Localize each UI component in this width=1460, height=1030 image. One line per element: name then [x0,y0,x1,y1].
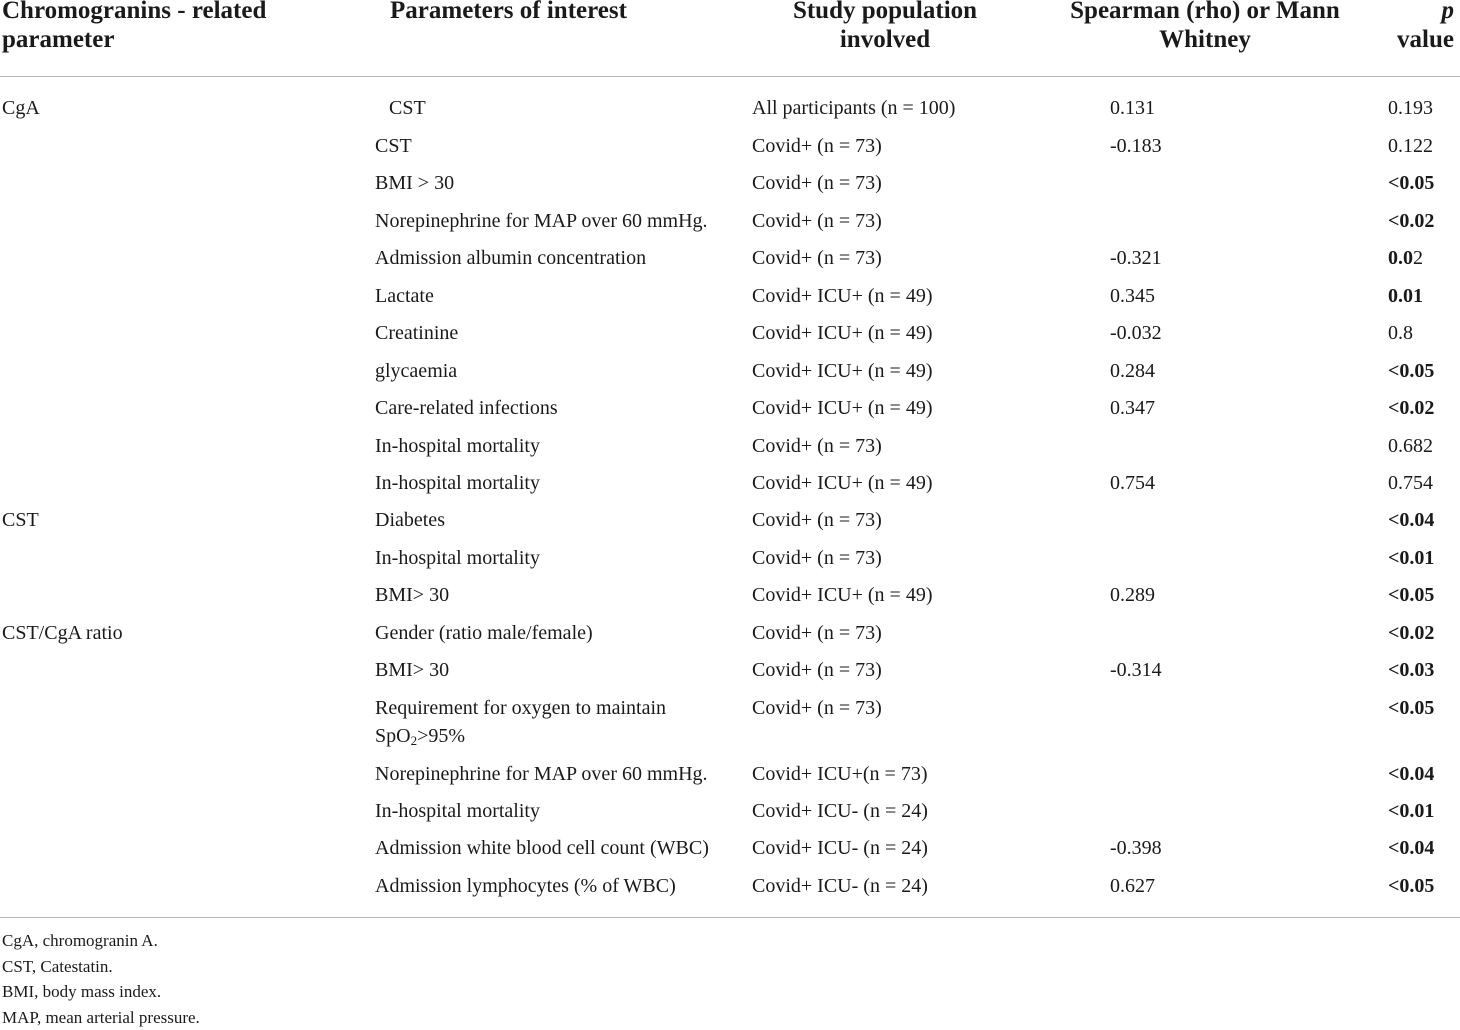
parameter-cell: BMI> 30 [375,656,449,684]
population-cell: All participants (n = 100) [752,94,955,122]
statistic-cell: 0.131 [1110,94,1155,122]
parameter-cell: Norepinephrine for MAP over 60 mmHg. [375,760,708,788]
population-cell: Covid+ (n = 73) [752,656,882,684]
statistic-cell: 0.289 [1110,581,1155,609]
statistic-cell: -0.183 [1110,132,1162,160]
statistic-cell: -0.314 [1110,656,1162,684]
population-cell: Covid+ ICU+ (n = 49) [752,469,933,497]
group-cell: CST [2,506,39,534]
population-cell: Covid+ (n = 73) [752,544,882,572]
p-value-cell: <0.02 [1388,619,1434,647]
parameter-cell: In-hospital mortality [375,797,540,825]
parameter-cell [375,694,666,750]
statistic-cell: 0.347 [1110,394,1155,422]
group-cell: CST/CgA ratio [2,619,123,647]
parameter-cell: Lactate [375,282,434,310]
population-cell: Covid+ ICU- (n = 24) [752,834,928,862]
parameter-cell: CST [375,132,412,160]
p-value-cell: <0.02 [1388,207,1434,235]
p-value-cell: <0.05 [1388,694,1434,722]
header-study-population: Study population involved [760,0,1010,54]
p-value-cell [1388,244,1423,272]
population-cell: Covid+ ICU+(n = 73) [752,760,928,788]
p-value-bold-part: 0.0 [1388,247,1413,269]
table-row [0,694,1460,754]
population-cell: Covid+ ICU+ (n = 49) [752,319,933,347]
population-cell: Covid+ (n = 73) [752,694,882,722]
population-cell: Covid+ ICU+ (n = 49) [752,357,933,385]
p-value-rest-part: 2 [1413,247,1423,269]
p-value-cell: <0.04 [1388,834,1434,862]
p-value-cell: 0.193 [1388,94,1433,122]
statistic-cell: 0.284 [1110,357,1155,385]
parameter-cell: glycaemia [375,357,457,385]
parameter-cell: Creatinine [375,319,458,347]
p-value-cell: <0.05 [1388,169,1434,197]
p-value-cell: <0.04 [1388,506,1434,534]
p-value-cell: <0.05 [1388,581,1434,609]
header-spearman-mann-whitney: Spearman (rho) or Mann Whitney [1040,0,1370,54]
p-value-cell: <0.05 [1388,357,1434,385]
parameter-cell: BMI> 30 [375,581,449,609]
statistic-cell: -0.398 [1110,834,1162,862]
header-chromogranins-parameter: Chromogranins - related parameter [2,0,342,54]
population-cell: Covid+ (n = 73) [752,432,882,460]
statistic-cell: 0.627 [1110,872,1155,900]
statistic-cell: -0.032 [1110,319,1162,347]
statistic-cell: 0.754 [1110,469,1155,497]
parameter-cell: Norepinephrine for MAP over 60 mmHg. [375,207,708,235]
population-cell: Covid+ (n = 73) [752,169,882,197]
spo2-label: SpO [375,725,411,747]
group-cell: CgA [2,94,40,122]
p-value-cell: <0.05 [1388,872,1434,900]
header-parameters-of-interest: Parameters of interest [390,0,627,25]
p-value-cell: 0.682 [1388,432,1433,460]
footnote-cga: CgA, chromogranin A. [2,928,200,954]
spo2-threshold: >95% [417,725,465,747]
p-value-cell: <0.04 [1388,760,1434,788]
population-cell: Covid+ (n = 73) [752,207,882,235]
parameter-cell: Diabetes [375,506,445,534]
parameter-cell: In-hospital mortality [375,544,540,572]
population-cell: Covid+ (n = 73) [752,506,882,534]
header-p-italic: p [1442,0,1455,24]
population-cell: Covid+ (n = 73) [752,619,882,647]
p-value-cell: 0.754 [1388,469,1433,497]
parameter-cell: BMI > 30 [375,169,454,197]
footnote-map: MAP, mean arterial pressure. [2,1005,200,1030]
statistic-cell: -0.321 [1110,244,1162,272]
footnote-bmi: BMI, body mass index. [2,979,200,1005]
population-cell: Covid+ ICU+ (n = 49) [752,581,933,609]
population-cell: Covid+ (n = 73) [752,244,882,272]
parameter-cell: In-hospital mortality [375,469,540,497]
p-value-cell: 0.122 [1388,132,1433,160]
population-cell: Covid+ ICU+ (n = 49) [752,394,933,422]
footnote-cst: CST, Catestatin. [2,954,200,980]
p-value-cell: <0.01 [1388,544,1434,572]
footnotes [2,928,200,1030]
population-cell: Covid+ ICU- (n = 24) [752,797,928,825]
parameter-cell: Gender (ratio male/female) [375,619,593,647]
population-cell: Covid+ (n = 73) [752,132,882,160]
header-p-value [1370,0,1454,54]
bottom-rule [0,917,1460,918]
p-value-cell: 0.01 [1388,282,1423,310]
table-header [0,0,1460,74]
parameter-cell: In-hospital mortality [375,432,540,460]
p-value-cell: <0.02 [1388,394,1434,422]
population-cell: Covid+ ICU+ (n = 49) [752,282,933,310]
p-value-cell: <0.03 [1388,656,1434,684]
header-rule [0,76,1460,77]
header-value-label: value [1397,26,1454,53]
parameter-cell: Care-related infections [375,394,558,422]
parameter-cell: Admission albumin concentration [375,244,646,272]
parameter-cell: Admission white blood cell count (WBC) [375,834,709,862]
spo2-subscript: 2 [411,733,418,748]
p-value-cell: 0.8 [1388,319,1413,347]
statistic-cell: 0.345 [1110,282,1155,310]
parameter-line-1: Requirement for oxygen to maintain [375,697,666,719]
parameter-cell: Admission lymphocytes (% of WBC) [375,872,676,900]
parameter-cell: CST [389,94,426,122]
population-cell: Covid+ ICU- (n = 24) [752,872,928,900]
p-value-cell: <0.01 [1388,797,1434,825]
